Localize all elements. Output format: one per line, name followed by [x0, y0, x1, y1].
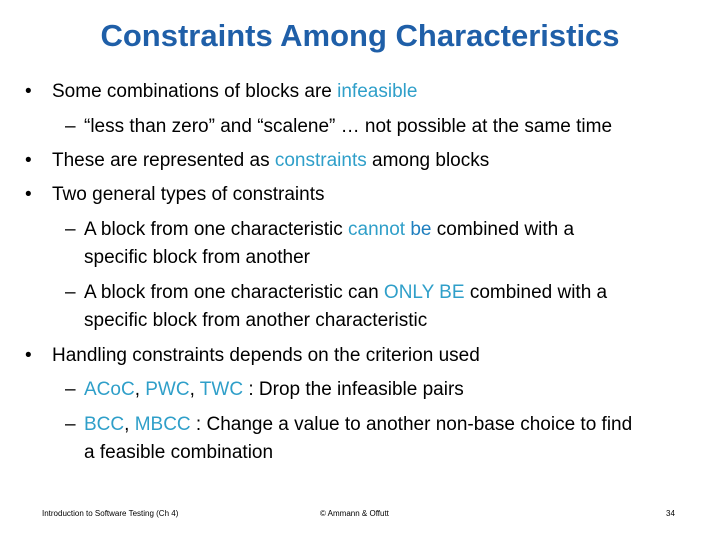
bullet-4: Handling constraints depends on the criterion used [52, 345, 480, 366]
bullet-marker: • [25, 150, 32, 171]
bullet-3-sub-2-cont: specific block from another characteristic [84, 310, 428, 331]
text: : Change a value to another non-base choice to find [190, 414, 633, 435]
bullet-3-sub-2 [84, 281, 607, 305]
highlight-infeasible: infeasible [337, 81, 418, 102]
dash-marker: – [65, 379, 76, 400]
highlight-pwc: PWC [145, 379, 190, 400]
bullet-4-sub-1 [84, 378, 464, 402]
highlight-constraints: constraints [274, 150, 367, 171]
bullet-marker: • [25, 184, 32, 205]
slide-title: Constraints Among Characteristics [100, 18, 620, 53]
text: combined with a [464, 282, 608, 303]
dash-marker: – [65, 219, 76, 240]
footer-copyright: © Ammann & Offutt [320, 509, 389, 518]
highlight-cannot: cannot [348, 219, 406, 240]
text: , [134, 379, 146, 400]
text: These are represented as [52, 150, 275, 171]
bullet-1 [52, 80, 417, 104]
bullet-4-sub-2 [84, 413, 632, 437]
highlight-mbcc: MBCC [134, 414, 191, 435]
text: : Drop the infeasible pairs [243, 379, 464, 400]
text: A block from one characteristic [84, 219, 348, 240]
highlight-only-be: ONLY BE [383, 282, 465, 303]
bullet-3-sub-1-cont: specific block from another [84, 247, 310, 268]
bullet-marker: • [25, 81, 32, 102]
highlight-bcc: BCC [84, 414, 125, 435]
text: combined with a [431, 219, 575, 240]
text: Some combinations of blocks are [52, 81, 338, 102]
bullet-1-sub-1: “less than zero” and “scalene” … not possible at the same time [84, 116, 613, 137]
text: A block from one characteristic can [84, 282, 384, 303]
dash-marker: – [65, 414, 76, 435]
highlight-be: be [410, 219, 432, 240]
bullet-3: Two general types of constraints [52, 184, 325, 205]
bullet-4-sub-2-cont: a feasible combination [84, 442, 274, 463]
dash-marker: – [65, 116, 76, 137]
dash-marker: – [65, 282, 76, 303]
text: , [189, 379, 200, 400]
text: among blocks [366, 150, 490, 171]
highlight-twc: TWC [199, 379, 244, 400]
highlight-acoc: ACoC [84, 379, 135, 400]
bullet-3-sub-1 [84, 218, 574, 242]
page-number: 34 [666, 509, 675, 518]
bullet-marker: • [25, 345, 32, 366]
footer-course: Introduction to Software Testing (Ch 4) [42, 509, 179, 518]
text: , [124, 414, 135, 435]
bullet-2 [52, 149, 489, 173]
